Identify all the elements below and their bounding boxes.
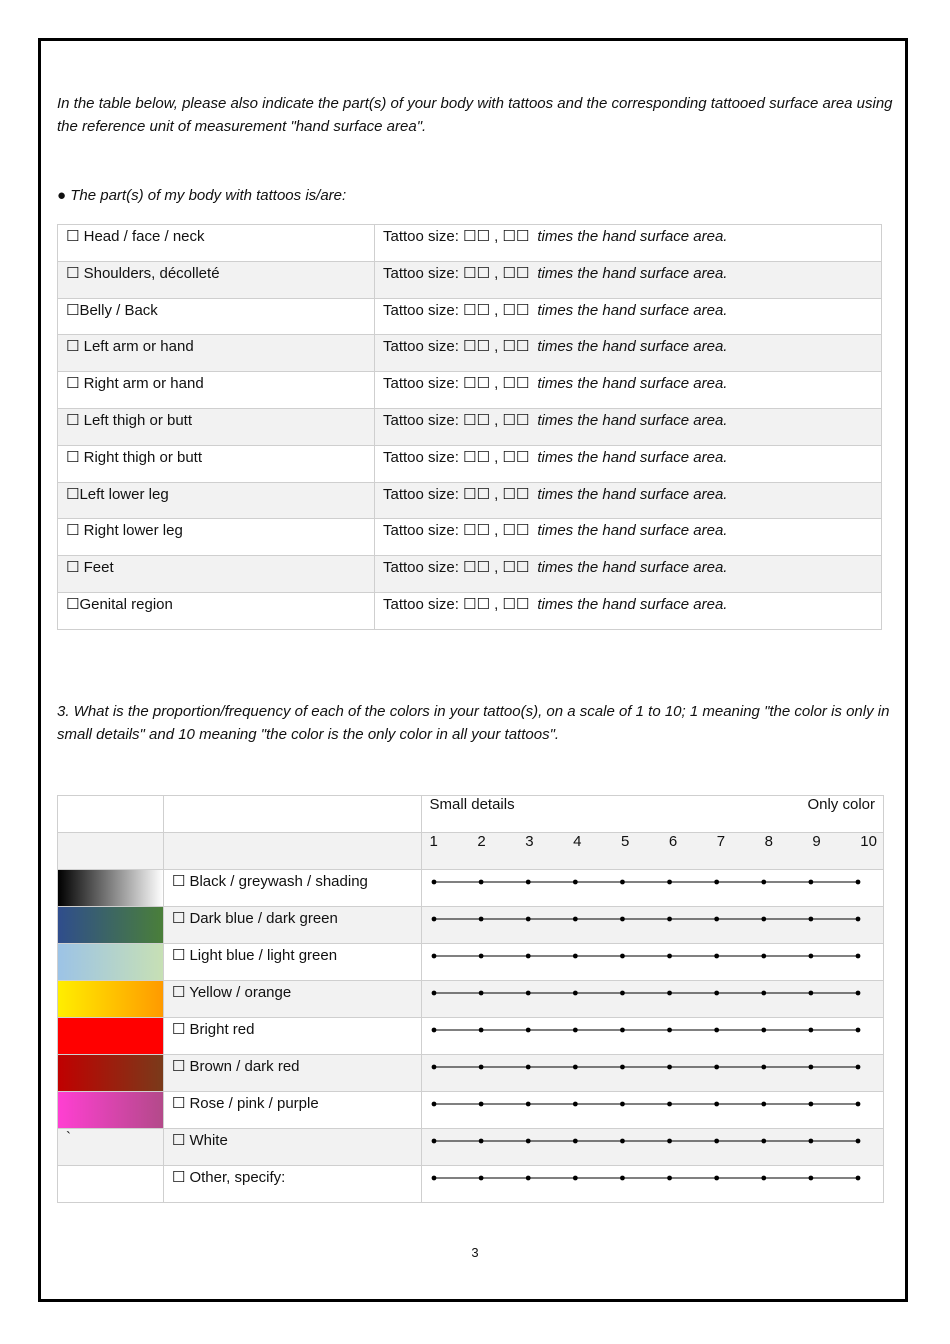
tattoo-size-unit: times the hand surface area. [537,375,728,393]
scale-point[interactable] [620,990,625,995]
color-swatch [58,1055,163,1091]
tattoo-size-unit: times the hand surface area. [537,485,728,503]
scale-point[interactable] [761,1101,766,1106]
scale-point[interactable] [431,1027,436,1032]
tattoo-size-cell[interactable] [375,482,882,519]
scale-point[interactable] [714,879,719,884]
scale-point[interactable] [714,1175,719,1180]
color-checkbox[interactable]: ☐ Black / greywash / shading [163,869,421,906]
color-scale[interactable] [421,980,883,1017]
scale-point[interactable] [667,1138,672,1143]
scale-point[interactable] [620,916,625,921]
tattoo-size-unit: times the hand surface area. [537,595,728,613]
scale-point[interactable] [808,879,813,884]
scale-point[interactable] [761,879,766,884]
color-swatch [58,981,163,1017]
scale-point[interactable] [620,1064,625,1069]
body-part-checkbox[interactable]: ☐ Right arm or hand [58,372,375,409]
scale-line [422,1018,885,1054]
scale-point[interactable] [761,1064,766,1069]
scale-point[interactable] [808,1064,813,1069]
body-part-row [58,225,882,262]
scale-point[interactable] [525,1027,530,1032]
tattoo-size-cell[interactable] [375,408,882,445]
scale-point[interactable] [808,1101,813,1106]
scale-line [422,944,885,980]
color-swatch [58,1129,163,1165]
color-scale[interactable] [421,906,883,943]
color-swatch [58,870,163,906]
scale-point[interactable] [525,953,530,958]
color-checkbox[interactable]: ☐ Dark blue / dark green [163,906,421,943]
color-checkbox[interactable]: ☐ Bright red [163,1017,421,1054]
scale-number: 3 [525,832,534,850]
scale-number: 10 [860,832,877,850]
scale-point[interactable] [431,1175,436,1180]
scale-point[interactable] [667,916,672,921]
scale-point[interactable] [620,953,625,958]
scale-point[interactable] [431,916,436,921]
scale-point[interactable] [714,1101,719,1106]
tattoo-size-cell[interactable] [375,298,882,335]
scale-point[interactable] [667,1027,672,1032]
scale-line [422,1055,885,1091]
tattoo-size-input[interactable]: Tattoo size: ☐☐ , ☐☐ [383,375,530,393]
color-scale[interactable] [421,1054,883,1091]
body-part-checkbox[interactable]: ☐ Right thigh or butt [58,445,375,482]
tattoo-size-input[interactable]: Tattoo size: ☐☐ , ☐☐ [383,228,530,245]
scale-point[interactable] [855,879,860,884]
scale-point[interactable] [572,1101,577,1106]
scale-point[interactable] [667,1101,672,1106]
scale-point[interactable] [478,1064,483,1069]
scale-point[interactable] [808,1175,813,1180]
body-part-row [58,482,882,519]
color-swatch [58,907,163,943]
scale-point[interactable] [714,1027,719,1032]
body-part-row [58,408,882,445]
scale-point[interactable] [525,916,530,921]
scale-point[interactable] [761,1175,766,1180]
color-scale[interactable] [421,1165,883,1202]
scale-point[interactable] [808,916,813,921]
body-part-row [58,335,882,372]
tattoo-size-unit: times the hand surface area. [537,448,728,466]
scale-point[interactable] [667,990,672,995]
color-checkbox[interactable]: ☐ Brown / dark red [163,1054,421,1091]
scale-point[interactable] [667,953,672,958]
scale-point[interactable] [855,916,860,921]
tattoo-size-unit: times the hand surface area. [537,559,728,577]
scale-point[interactable] [855,1101,860,1106]
scale-point[interactable] [525,1175,530,1180]
scale-line [422,1092,885,1128]
color-row [58,1054,884,1091]
scale-point[interactable] [525,1064,530,1069]
scale-point[interactable] [855,953,860,958]
color-row [58,980,884,1017]
body-part-row [58,556,882,593]
tattoo-size-unit: times the hand surface area. [537,522,728,540]
scale-number: 4 [573,832,582,850]
body-part-checkbox[interactable]: ☐ Left arm or hand [58,335,375,372]
scale-point[interactable] [808,953,813,958]
tattoo-size-cell[interactable] [375,372,882,409]
tattoo-size-input[interactable]: Tattoo size: ☐☐ , ☐☐ [383,264,530,282]
scale-point[interactable] [572,1175,577,1180]
scale-point[interactable] [761,1138,766,1143]
scale-point[interactable] [808,1138,813,1143]
scale-point[interactable] [478,916,483,921]
scale-point[interactable] [714,953,719,958]
body-part-checkbox[interactable]: ☐ Shoulders, décolleté [58,261,375,298]
body-part-row [58,298,882,335]
color-row [58,1165,884,1202]
tattoo-size-cell[interactable] [375,261,882,298]
scale-point[interactable] [572,1064,577,1069]
question-3: 3. What is the proportion/frequency of each of the colors in your tattoo(s), on a scale of 1 to 10; 1 meaning "the color is only in small details" and 10 meaning "the color is the only color in all your tattoos". [57,703,890,743]
color-scale[interactable] [421,1128,883,1165]
body-part-checkbox[interactable]: ☐ Left thigh or butt [58,408,375,445]
body-part-row [58,261,882,298]
color-checkbox[interactable]: ☐ Rose / pink / purple [163,1091,421,1128]
scale-point[interactable] [761,1027,766,1032]
body-parts-heading: ● The part(s) of my body with tattoos is/are: [57,187,347,204]
color-scale[interactable] [421,943,883,980]
tattoo-size-input[interactable]: Tattoo size: ☐☐ , ☐☐ [383,485,530,503]
color-row [58,1128,884,1165]
body-part-checkbox[interactable]: ☐ Head / face / neck [58,225,375,262]
scale-point[interactable] [761,916,766,921]
color-checkbox[interactable]: ☐ Light blue / light green [163,943,421,980]
tattoo-size-unit: times the hand surface area. [537,264,728,282]
body-part-row [58,592,882,629]
scale-line [422,870,885,906]
color-row [58,943,884,980]
tattoo-size-input[interactable]: Tattoo size: ☐☐ , ☐☐ [383,301,530,319]
scale-point[interactable] [431,990,436,995]
scale-label-left: Small details [429,796,515,813]
tattoo-size-input[interactable]: Tattoo size: ☐☐ , ☐☐ [383,338,530,356]
scale-point[interactable] [478,879,483,884]
tattoo-size-cell[interactable] [375,592,882,629]
scale-line [422,1166,885,1202]
scale-point[interactable] [572,916,577,921]
scale-point[interactable] [714,916,719,921]
tattoo-size-unit: times the hand surface area. [537,228,728,245]
scale-line [422,907,885,943]
color-scale[interactable] [421,1017,883,1054]
tattoo-size-unit: times the hand surface area. [537,411,728,429]
scale-point[interactable] [620,1175,625,1180]
scale-number: 7 [716,832,726,850]
body-part-checkbox[interactable]: ☐Belly / Back [58,298,375,335]
page-number: 3 [471,1245,479,1260]
color-frequency-table [57,795,884,1203]
scale-point[interactable] [525,1101,530,1106]
scale-point[interactable] [478,1027,483,1032]
body-part-checkbox[interactable]: ☐Genital region [58,592,375,629]
color-checkbox[interactable]: ☐ Yellow / orange [163,980,421,1017]
scale-point[interactable] [855,1138,860,1143]
scale-point[interactable] [572,953,577,958]
color-swatch [58,944,163,980]
tattoo-size-input[interactable]: Tattoo size: ☐☐ , ☐☐ [383,595,530,613]
scale-point[interactable] [478,1138,483,1143]
tattoo-size-unit: times the hand surface area. [537,338,728,356]
scale-point[interactable] [478,953,483,958]
swatch-mark: ` [66,1128,71,1146]
scale-point[interactable] [808,990,813,995]
body-parts-table [57,224,882,630]
body-part-row [58,445,882,482]
body-part-checkbox[interactable]: ☐ Feet [58,556,375,593]
scale-point[interactable] [714,1138,719,1143]
scale-number: 8 [764,832,773,850]
color-swatch [58,1092,163,1128]
scale-point[interactable] [761,990,766,995]
scale-numbers [422,833,883,850]
scale-point[interactable] [478,1101,483,1106]
color-row [58,1091,884,1128]
scale-label-right: Only color [807,796,875,813]
scale-point[interactable] [855,1027,860,1032]
scale-point[interactable] [667,1064,672,1069]
scale-number: 1 [429,832,438,850]
tattoo-size-input[interactable]: Tattoo size: ☐☐ , ☐☐ [383,522,530,540]
scale-point[interactable] [620,879,625,884]
scale-point[interactable] [808,1027,813,1032]
color-scale[interactable] [421,1091,883,1128]
color-row [58,1017,884,1054]
color-row [58,906,884,943]
scale-point[interactable] [525,1138,530,1143]
scale-point[interactable] [478,1175,483,1180]
scale-point[interactable] [431,1101,436,1106]
intro-paragraph: In the table below, please also indicate the part(s) of your body with tattoos and the corresponding tattooed surface area using the reference unit of measurement "hand surface area". [57,95,893,135]
color-scale[interactable] [421,869,883,906]
tattoo-size-input[interactable]: Tattoo size: ☐☐ , ☐☐ [383,448,530,466]
scale-point[interactable] [761,953,766,958]
scale-point[interactable] [478,990,483,995]
scale-point[interactable] [525,990,530,995]
scale-point[interactable] [714,1064,719,1069]
scale-number: 2 [477,832,486,850]
body-part-row [58,372,882,409]
scale-point[interactable] [855,1175,860,1180]
scale-number: 5 [620,832,630,850]
color-swatch [58,1166,163,1202]
scale-header-row [58,796,884,833]
scale-point[interactable] [714,990,719,995]
scale-number: 6 [668,832,678,850]
tattoo-size-input[interactable]: Tattoo size: ☐☐ , ☐☐ [383,559,530,577]
body-part-checkbox[interactable]: ☐Left lower leg [58,482,375,519]
scale-point[interactable] [855,990,860,995]
scale-point[interactable] [667,879,672,884]
tattoo-size-cell[interactable] [375,519,882,556]
tattoo-size-cell[interactable] [375,556,882,593]
tattoo-size-cell[interactable] [375,225,882,262]
scale-number: 9 [812,832,821,850]
scale-point[interactable] [855,1064,860,1069]
scale-point[interactable] [572,1138,577,1143]
scale-point[interactable] [572,879,577,884]
body-part-row [58,519,882,556]
color-swatch [58,1018,163,1054]
scale-point[interactable] [620,1027,625,1032]
color-row [58,869,884,906]
color-checkbox[interactable]: ☐ Other, specify: [163,1165,421,1202]
scale-point[interactable] [431,953,436,958]
tattoo-size-input[interactable]: Tattoo size: ☐☐ , ☐☐ [383,411,530,429]
scale-point[interactable] [620,1101,625,1106]
scale-line [422,981,885,1017]
scale-point[interactable] [525,879,530,884]
scale-point[interactable] [431,1138,436,1143]
scale-point[interactable] [620,1138,625,1143]
scale-line [422,1129,885,1165]
scale-point[interactable] [667,1175,672,1180]
tattoo-size-unit: times the hand surface area. [537,301,728,319]
scale-point[interactable] [431,1064,436,1069]
tattoo-size-cell[interactable] [375,335,882,372]
tattoo-size-cell[interactable] [375,445,882,482]
scale-point[interactable] [572,1027,577,1032]
scale-point[interactable] [572,990,577,995]
scale-numbers-row [58,832,884,869]
scale-point[interactable] [431,879,436,884]
body-part-checkbox[interactable]: ☐ Right lower leg [58,519,375,556]
color-checkbox[interactable]: ☐ White [163,1128,421,1165]
